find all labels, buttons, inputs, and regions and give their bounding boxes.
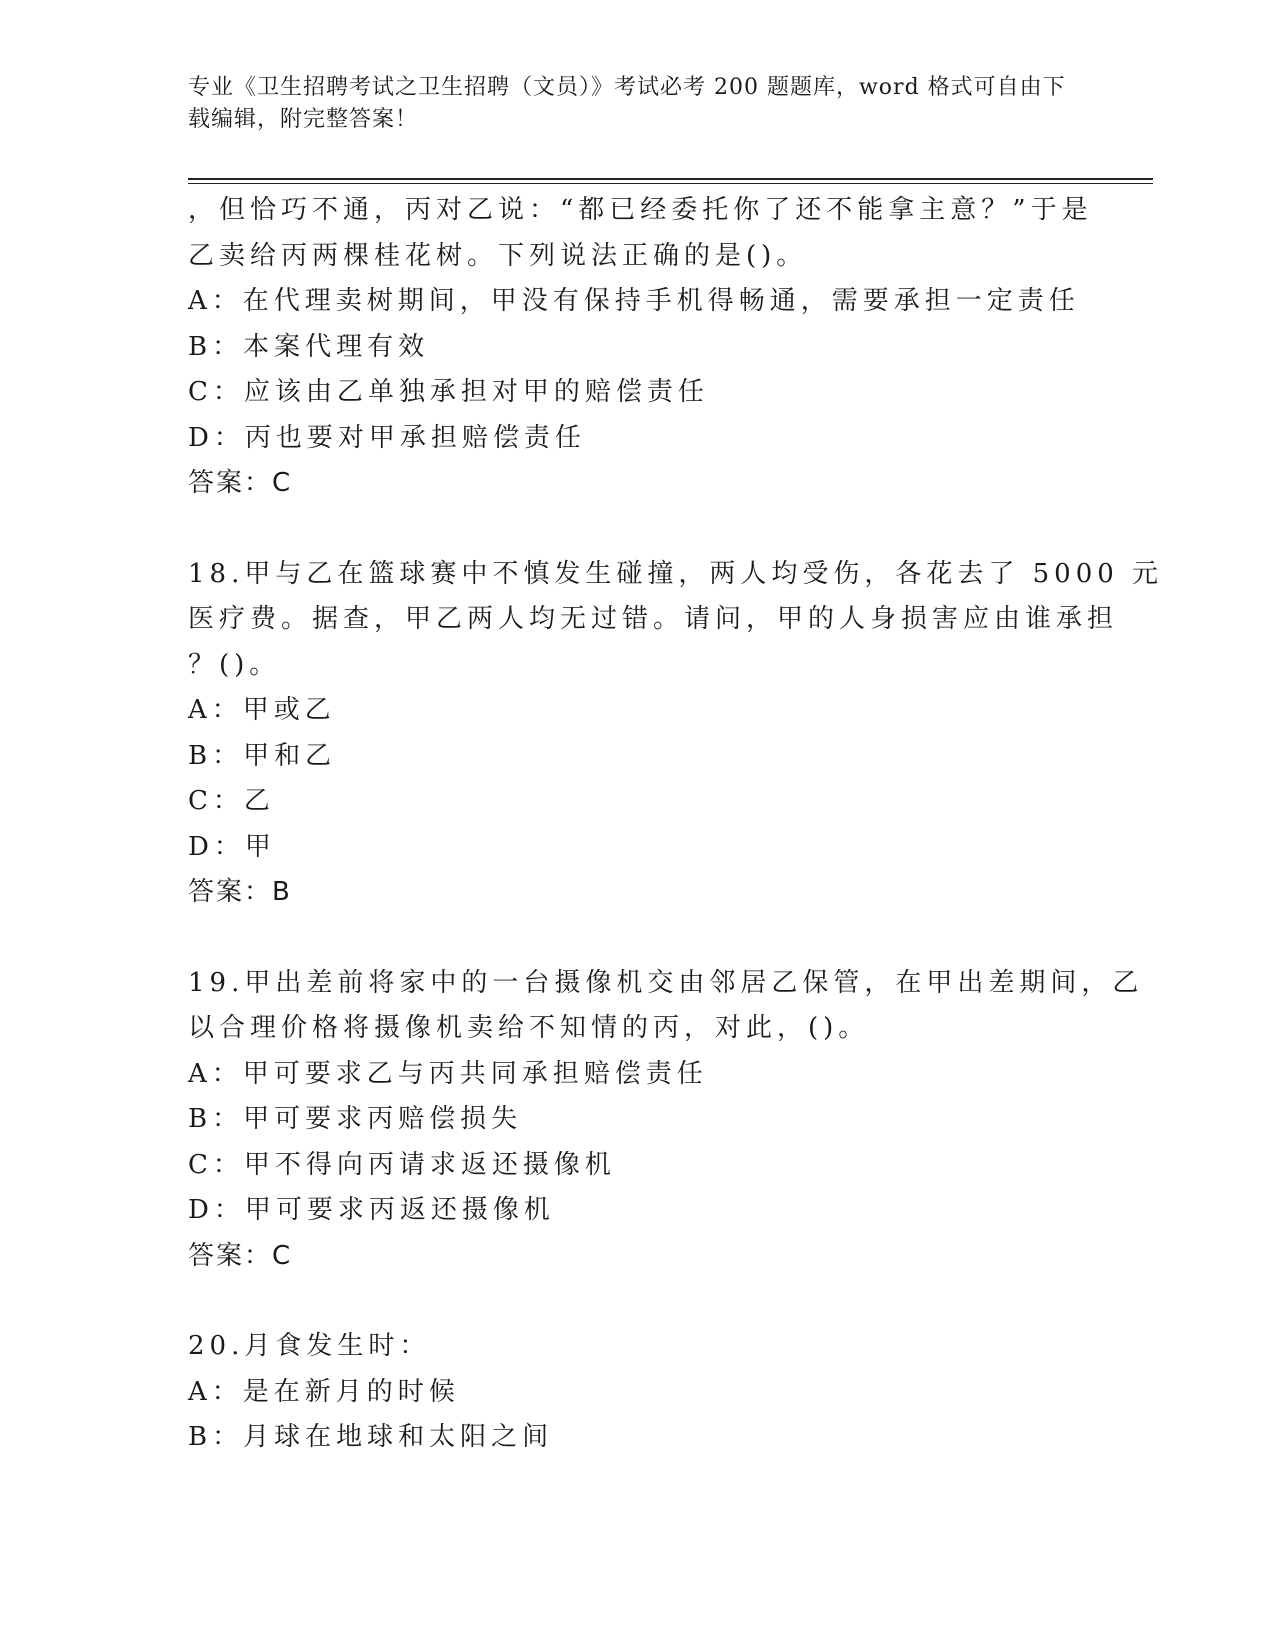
option-b: B：月球在地球和太阳之间 xyxy=(188,1422,554,1452)
question-text-line: ，但恰巧不通，丙对乙说：“都已经委托你了还不能拿主意？”于是 xyxy=(188,195,1093,225)
question-text-line: 以合理价格将摄像机卖给不知情的丙，对此，()。 xyxy=(188,1013,870,1043)
question-text-line: ？()。 xyxy=(188,649,281,680)
spacer xyxy=(188,507,1088,552)
question-text-line: 医疗费。据查，甲乙两人均无过错。请问，甲的人身损害应由谁承担 xyxy=(188,604,1119,634)
question-text-line: 乙卖给丙两棵桂花树。下列说法正确的是()。 xyxy=(188,240,808,271)
answer-line: 答案：C xyxy=(188,1240,293,1271)
question-19 xyxy=(188,961,1144,1280)
question-text-line: 18.甲与乙在篮球赛中不慎发生碰撞，两人均受伤，各花去了 5000 元 xyxy=(188,558,1164,589)
option-c: C：应该由乙单独承担对甲的赔偿责任 xyxy=(188,377,709,407)
option-a: A：在代理卖树期间，甲没有保持手机得畅通，需要承担一定责任 xyxy=(188,286,1080,316)
header-divider-thin xyxy=(188,183,1153,184)
option-b: B：甲可要求丙赔偿损失 xyxy=(188,1104,523,1134)
question-text-line: 20.月食发生时： xyxy=(188,1331,431,1361)
question-text-line: 19.甲出差前将家中的一台摄像机交由邻居乙保管，在甲出差期间，乙 xyxy=(188,967,1144,998)
option-a: A：甲或乙 xyxy=(188,695,336,725)
option-a: A：甲可要求乙与丙共同承担赔偿责任 xyxy=(188,1058,708,1089)
page-header xyxy=(188,72,1078,136)
header-text: 专业《卫生招聘考试之卫生招聘（文员）》考试必考 200 题题库，word 格式可自由下载编辑，附完整答案！ xyxy=(188,75,1066,132)
option-a: A：是在新月的时候 xyxy=(188,1376,460,1407)
option-d: D：甲 xyxy=(188,831,276,862)
option-d: D：丙也要对甲承担赔偿责任 xyxy=(188,422,586,453)
question-17-continued xyxy=(188,188,1093,507)
question-20 xyxy=(188,1324,1088,1461)
option-b: B：本案代理有效 xyxy=(188,331,430,362)
question-18 xyxy=(188,552,1164,916)
header-divider-thick xyxy=(188,178,1153,180)
answer-line: 答案：C xyxy=(188,468,293,498)
option-c: C：乙 xyxy=(188,786,275,816)
spacer xyxy=(188,1279,1088,1324)
option-c: C：甲不得向丙请求返还摄像机 xyxy=(188,1149,616,1180)
option-b: B：甲和乙 xyxy=(188,740,337,771)
spacer xyxy=(188,916,1088,961)
option-d: D：甲可要求丙返还摄像机 xyxy=(188,1195,555,1225)
answer-line: 答案：B xyxy=(188,877,292,907)
document-body xyxy=(188,188,1164,1461)
